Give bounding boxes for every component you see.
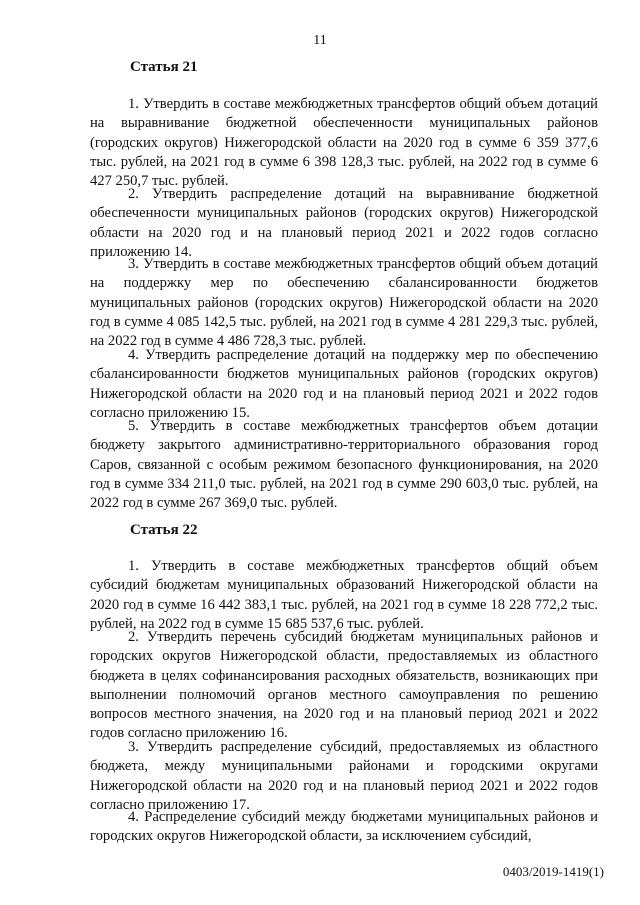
article-21-paragraph-1: 1. Утвердить в составе межбюджетных трансфертов общий объем дотаций на выравнивание бюджетной обеспеченности муниципальных районов (городских округов) Нижегородской области на 2020 год в сумме 6 359 377,6 тыс. рублей, на 2021 год в сумме 6 398 128,3 тыс. рублей, на 2022 год в сумме 6 427 250,7 тыс. рублей. [90, 96, 598, 190]
article-21-paragraph-3: 3. Утвердить в составе межбюджетных трансфертов общий объем дотаций на поддержку мер по обеспечению сбалансированности бюджетов муниципальных районов (городских округов) Нижегородской области на 2020 год в сумме 4 085 142,5 тыс. рублей, на 2021 год в сумме 4 281 229,3 тыс. рублей, на 2022 год в сумме 4 486 728,3 тыс. рублей. [90, 256, 598, 350]
article-22-paragraph-1: 1. Утвердить в составе межбюджетных трансфертов общий объем субсидий бюджетам муниципальных образований Нижегородской области на 2020 год в сумме 16 442 383,1 тыс. рублей, на 2021 год в сумме 18 228 772,2 тыс. рублей, на 2022 год в сумме 15 685 537,6 тыс. рублей. [90, 558, 598, 632]
article-22-paragraph-2: 2. Утвердить перечень субсидий бюджетам муниципальных районов и городских округов Нижегородской области, предоставляемых из областного бюджета в целях софинансирования расходных обязательств, возникающих при выполнении полномочий органов местного самоуправления по решению вопросов местного значения, на 2020 год и на плановый период 2021 и 2022 годов согласно приложению 16. [90, 629, 598, 742]
article-21-title: Статья 21 [130, 59, 198, 75]
article-22-title: Статья 22 [130, 522, 198, 538]
article-21-paragraph-4: 4. Утвердить распределение дотаций на поддержку мер по обеспечению сбалансированности бюджетов муниципальных районов (городских округов) Нижегородской области на 2020 год и на плановый период 2021 и 2022 годов согласно приложению 15. [90, 347, 598, 421]
article-22-paragraph-4: 4. Распределение субсидий между бюджетами муниципальных районов и городских округов Нижегородской области, за исключением субсидий, [90, 809, 598, 845]
page-number: 11 [313, 33, 327, 48]
article-21-paragraph-2: 2. Утвердить распределение дотаций на выравнивание бюджетной обеспеченности муниципальных районов (городских округов) Нижегородской области на 2020 год и на плановый период 2021 и 2022 годов согласно приложению 14. [90, 186, 598, 260]
document-code: 0403/2019-1419(1) [502, 864, 604, 879]
article-22-paragraph-3: 3. Утвердить распределение субсидий, предоставляемых из областного бюджета, между муниципальными районами и городскими округами Нижегородской области на 2020 год и на плановый период 2021 и 2022 годов согласно приложению 17. [90, 739, 598, 813]
article-21-paragraph-5: 5. Утвердить в составе межбюджетных трансфертов объем дотации бюджету закрытого административно-территориального образования город Саров, связанной с особым режимом безопасного функционирования, на 2020 год в сумме 334 211,0 тыс. рублей, на 2021 год в сумме 290 603,0 тыс. рублей, на 2022 год в сумме 267 369,0 тыс. рублей. [90, 418, 598, 512]
